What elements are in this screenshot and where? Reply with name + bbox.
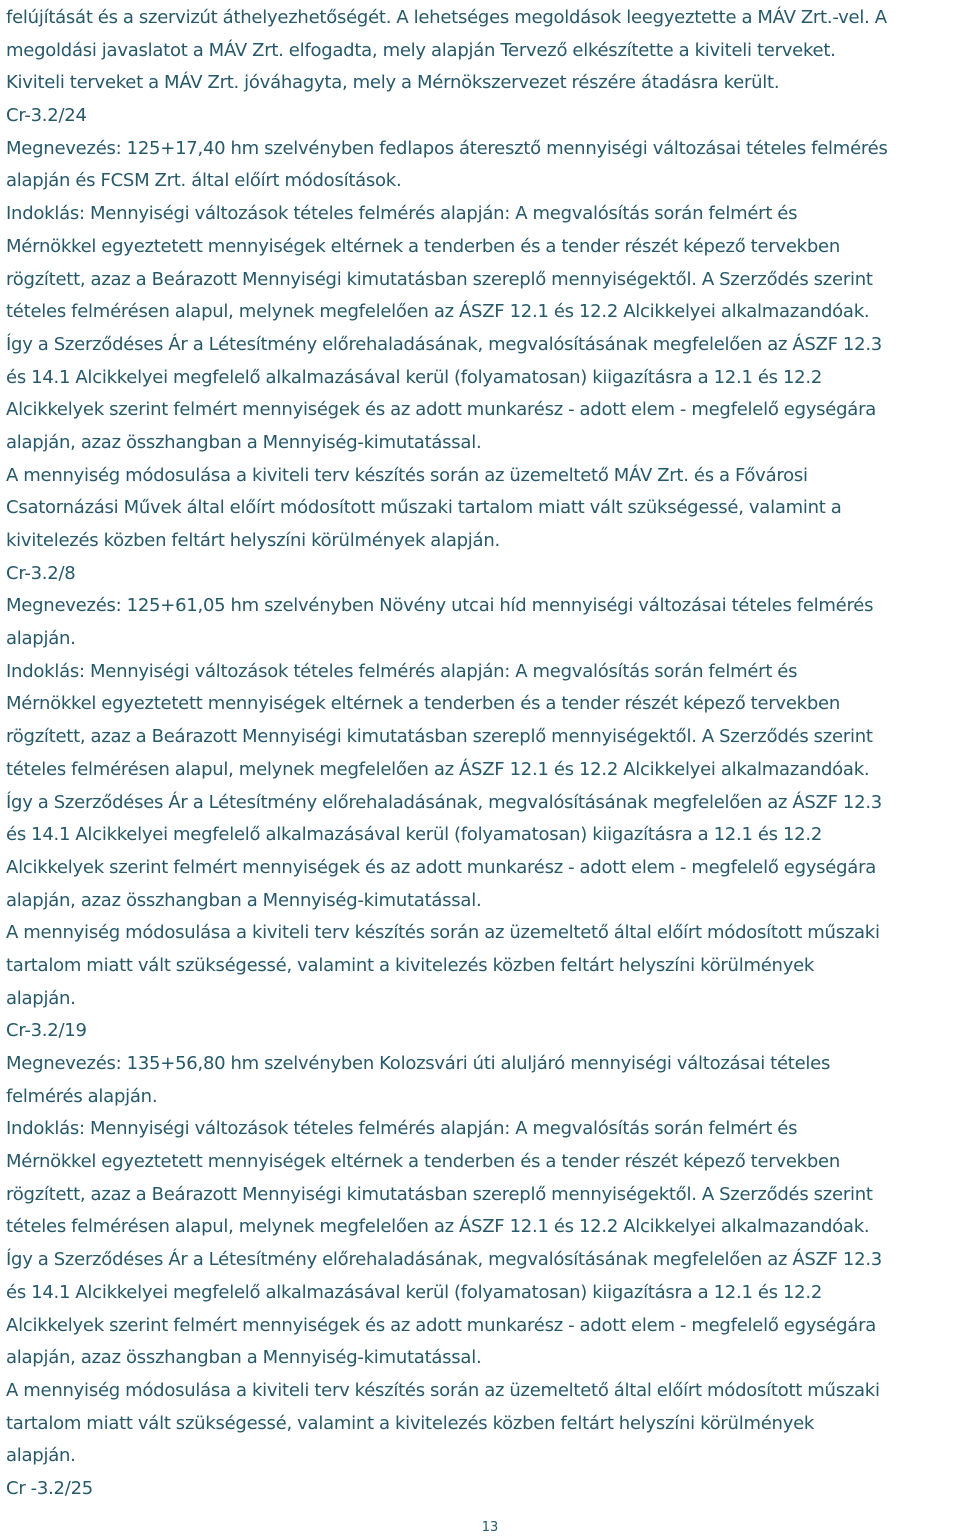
text-line: tételes felmérésen alapul, melynek megfelelően az ÁSZF 12.1 és 12.2 Alcikkelyei alkalmazandóak. [6,301,870,323]
text-line: Kiviteli terveket a MÁV Zrt. jóváhagyta, mely a Mérnökszervezet részére átadásra került. [6,72,780,94]
text-line: alapján, azaz összhangban a Mennyiség-kimutatással. [6,431,482,453]
text-line: tartalom miatt vált szükségessé, valamint a kivitelezés közben feltárt helyszíni körülmények [6,954,815,976]
text-line: tételes felmérésen alapul, melynek megfelelően az ÁSZF 12.1 és 12.2 Alcikkelyei alkalmazandóak. [6,758,870,780]
text-line: rögzített, azaz a Beárazott Mennyiségi kimutatásban szereplő mennyiségektől. A Szerződés szerint [6,268,873,290]
text-line: Indoklás: Mennyiségi változások tételes felmérés alapján: A megvalósítás során felmért és [6,1118,798,1140]
text-line: rögzített, azaz a Beárazott Mennyiségi kimutatásban szereplő mennyiségektől. A Szerződés szerint [6,726,873,748]
text-line: Így a Szerződéses Ár a Létesítmény előrehaladásának, megvalósításának megfelelően az ÁSZF 12.3 [6,791,883,813]
text-line: rögzített, azaz a Beárazott Mennyiségi kimutatásban szereplő mennyiségektől. A Szerződés szerint [6,1183,873,1205]
text-line: Alcikkelyek szerint felmért mennyiségek és az adott munkarész - adott elem - megfelelő egységára [6,399,877,421]
section-code: Cr-3.2/8 [6,562,76,584]
text-line: A mennyiség módosulása a kiviteli terv készítés során az üzemeltető által előírt módosított műszaki [6,922,880,944]
text-line: Megnevezés: 135+56,80 hm szelvényben Kolozsvári úti aluljáró mennyiségi változásai tételes [6,1053,831,1074]
text-line: Indoklás: Mennyiségi változások tételes felmérés alapján: A megvalósítás során felmért és [6,660,798,682]
text-line: alapján és FCSM Zrt. által előírt módosítások. [6,170,402,192]
text-line: alapján. [6,987,76,1009]
text-line: és 14.1 Alcikkelyei megfelelő alkalmazásával kerül (folyamatosan) kiigazításra a 12.1 és 12.2 [6,1281,823,1303]
text-line: alapján. [6,628,76,650]
text-line: alapján. [6,1445,76,1467]
text-line: Alcikkelyek szerint felmért mennyiségek és az adott munkarész - adott elem - megfelelő egységára [6,1314,877,1336]
text-line: felújítását és a szervizút áthelyezhetőségét. A lehetséges megoldások leegyeztette a MÁV Zrt.-vel. A [6,7,887,28]
text-line: felmérés alapján. [6,1085,158,1107]
text-line: Mérnökkel egyeztetett mennyiségek eltérnek a tenderben és a tender részét képező tervekben [6,235,840,257]
text-line: alapján, azaz összhangban a Mennyiség-kimutatással. [6,889,482,911]
text-line: A mennyiség módosulása a kiviteli terv készítés során az üzemeltető MÁV Zrt. és a Fővárosi [6,464,808,486]
text-line: Megnevezés: 125+17,40 hm szelvényben fedlapos áteresztő mennyiségi változásai tételes felmérés [6,137,888,159]
text-line: és 14.1 Alcikkelyei megfelelő alkalmazásával kerül (folyamatosan) kiigazításra a 12.1 és 12.2 [6,824,823,846]
text-line: Indoklás: Mennyiségi változások tételes felmérés alapján: A megvalósítás során felmért és [6,203,798,225]
text-line: Így a Szerződéses Ár a Létesítmény előrehaladásának, megvalósításának megfelelően az ÁSZF 12.3 [6,333,883,355]
text-line: A mennyiség módosulása a kiviteli terv készítés során az üzemeltető által előírt módosított műszaki [6,1379,880,1401]
text-line: és 14.1 Alcikkelyei megfelelő alkalmazásával kerül (folyamatosan) kiigazításra a 12.1 és 12.2 [6,366,823,388]
text-line: Mérnökkel egyeztetett mennyiségek eltérnek a tenderben és a tender részét képező tervekben [6,693,840,715]
text-line: Csatornázási Művek által előírt módosított műszaki tartalom miatt vált szükségessé, valamint a [6,497,842,519]
document-body [6,2,956,1506]
text-line: alapján, azaz összhangban a Mennyiség-kimutatással. [6,1347,482,1369]
text-line: tételes felmérésen alapul, melynek megfelelően az ÁSZF 12.1 és 12.2 Alcikkelyei alkalmazandóak. [6,1216,870,1238]
section-code: Cr -3.2/25 [6,1477,93,1499]
text-line: tartalom miatt vált szükségessé, valamint a kivitelezés közben feltárt helyszíni körülmények [6,1412,815,1434]
text-line: kivitelezés közben feltárt helyszíni körülmények alapján. [6,530,500,551]
text-line: Alcikkelyek szerint felmért mennyiségek és az adott munkarész - adott elem - megfelelő egységára [6,856,877,878]
text-line: Mérnökkel egyeztetett mennyiségek eltérnek a tenderben és a tender részét képező tervekben [6,1151,840,1173]
text-line: megoldási javaslatot a MÁV Zrt. elfogadta, mely alapján Tervező elkészítette a kiviteli terveket. [6,39,836,61]
text-line: Így a Szerződéses Ár a Létesítmény előrehaladásának, megvalósításának megfelelően az ÁSZF 12.3 [6,1249,883,1271]
section-code: Cr-3.2/24 [6,105,87,127]
text-line: Megnevezés: 125+61,05 hm szelvényben Növény utcai híd mennyiségi változásai tételes felmérés [6,595,874,617]
section-code: Cr-3.2/19 [6,1020,87,1042]
page-number: 13 [481,1520,499,1535]
